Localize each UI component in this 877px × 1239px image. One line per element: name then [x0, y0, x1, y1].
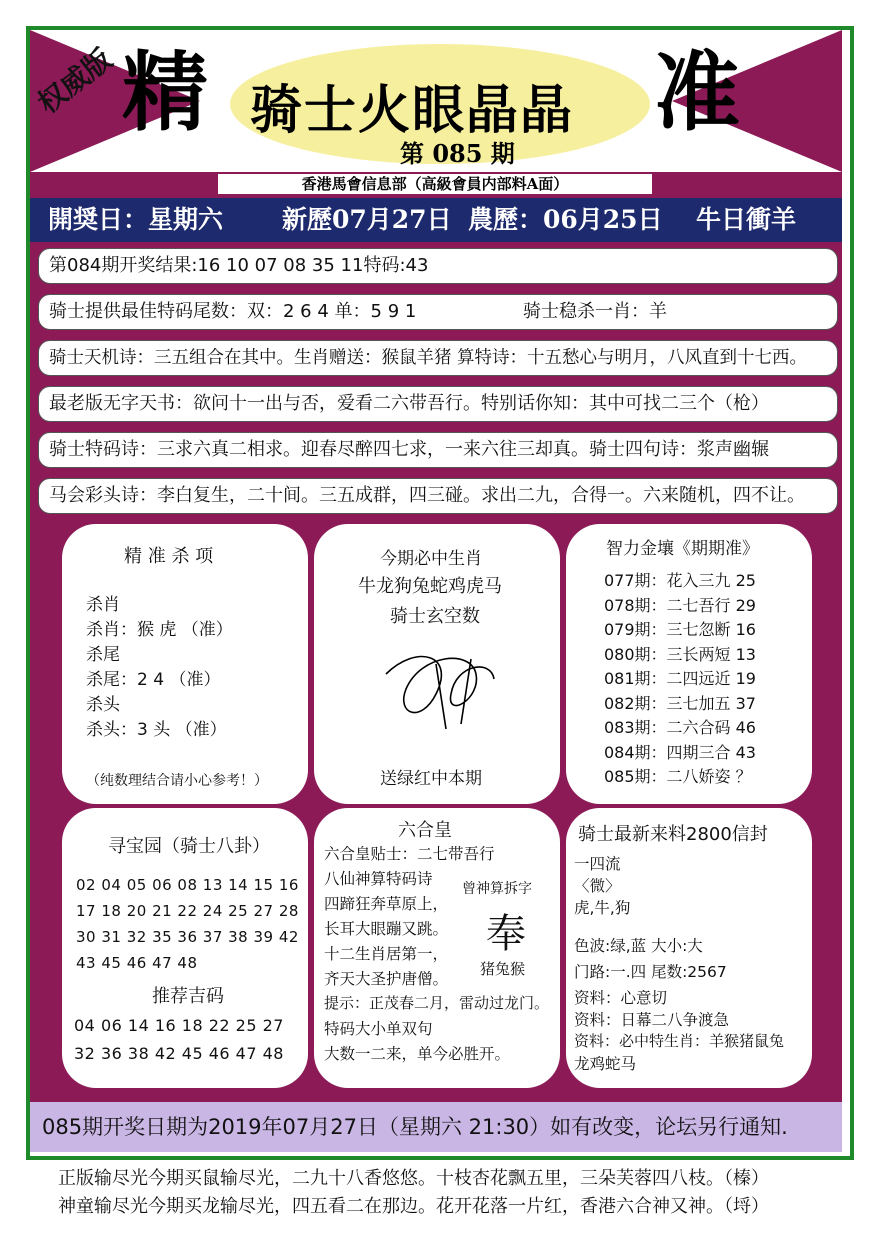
treasure-grid-3: 30 31 32 35 36 37 38 39 42 — [76, 928, 299, 946]
notice-bar: 085期开奖日期为2019年07月27日（星期六 21:30）如有改变，论坛另行通知. — [30, 1102, 842, 1152]
issue-number: 第 085 期 — [400, 139, 515, 168]
liuhe-line-3: 四蹄狂奔草原上， — [324, 895, 449, 913]
kill-line-4: 杀尾：2 4 （准） — [86, 670, 221, 690]
kill-box — [62, 524, 308, 804]
wisdom-box — [566, 524, 812, 804]
wisdom-item: 080期：三长两短 13 — [604, 644, 756, 664]
draw-date-bar — [30, 198, 842, 242]
tail-numbers: 骑士提供最佳特码尾数：双：2 6 4 单：5 9 1 — [49, 301, 417, 322]
header-right-char: 准 — [654, 43, 740, 143]
wisdom-item: 077期：花入三九 25 — [604, 571, 756, 590]
latest-line-7: 资料：日幕二八争渡急 — [574, 1011, 730, 1029]
poem-row-1: 骑士天机诗：三五组合在其中。生肖赠送：猴鼠羊猪 算特诗：十五愁心与明月，八风直到十七西。 — [38, 340, 838, 376]
poem-row-3: 马会彩头诗：李白复生，二十间。三五成群，四三碰。求出二九，合得一。六来随机，四不让。 — [38, 478, 838, 514]
latest-line-3: 虎,牛,狗 — [574, 899, 631, 917]
kill-line-2: 杀肖：猴 虎 （准） — [86, 620, 233, 640]
treasure-title: 寻宝园（骑士八卦） — [108, 836, 270, 857]
poem-row-2: 骑士特码诗：三求六真二相求。迎春尽醉四七求，一来六往三却真。骑士四句诗：浆声幽辗 — [38, 432, 838, 468]
kill-one-zodiac: 骑士稳杀一肖：羊 — [523, 301, 667, 322]
liuhe-line-2: 八仙神算特码诗 — [324, 870, 433, 888]
wisdom-item: 079期：三七忽断 16 — [604, 620, 756, 639]
subtitle-bar: 香港馬會信息部（高級會員内部料A面） — [218, 174, 652, 194]
draw-day: 開奨日：星期六 — [48, 205, 224, 234]
kill-title: 精 准 杀 项 — [124, 546, 214, 567]
lucky-title: 推荐吉码 — [152, 986, 224, 1007]
latest-line-8: 资料：必中特生肖：羊猴猪鼠兔 — [574, 1032, 785, 1050]
liuhe-line-9: 大数一二来，单今必胜开。 — [324, 1045, 511, 1063]
kill-line-6: 杀头：3 头 （准） — [86, 720, 227, 740]
kill-note: （纯数理结合请小心参考！） — [86, 773, 268, 789]
liuhe-line-6: 齐天大圣护唐僧。 — [324, 970, 449, 988]
wisdom-item: 082期：三七加五 37 — [604, 693, 756, 713]
treasure-grid-1: 02 04 05 06 08 13 14 15 16 — [76, 876, 299, 894]
must-sub: 骑士玄空数 — [390, 606, 480, 627]
header-left-char: 精 — [122, 43, 208, 143]
lucky-row-2: 32 36 38 42 45 46 47 48 — [74, 1044, 284, 1063]
footer-poem-1: 正版输尽光今期买鼠输尽光，二九十八香悠悠。十枝杏花飘五里，三朵芙蓉四八枝。（榛） — [58, 1168, 769, 1189]
liuhe-line-5: 十二生肖居第一， — [324, 945, 449, 963]
wisdom-item: 078期：二七吾行 29 — [604, 595, 756, 615]
draw-lunar-calendar: 農歷：06月25日 — [468, 205, 663, 234]
tail-row — [38, 294, 838, 330]
kill-line-3: 杀尾 — [86, 645, 120, 665]
must-win-box — [314, 524, 560, 804]
heaven-book-row: 最老版无字天书：欲问十一出与否，爱看二六带吾行。特别话你知：其中可找二三个（枪） — [38, 386, 838, 422]
latest-line-2: 〈微〉 — [574, 877, 621, 895]
signature-scribble — [376, 634, 506, 734]
treasure-grid-2: 17 18 20 21 22 24 25 27 28 — [76, 902, 299, 920]
liuhe-line-8: 特码大小单双句 — [324, 1020, 433, 1038]
latest-line-9: 龙鸡蛇马 — [574, 1055, 637, 1073]
liuhe-line-4: 长耳大眼蹦又跳。 — [324, 920, 449, 938]
wisdom-item: 085期：二八娇姿 ？ — [604, 767, 752, 786]
latest-line-6: 资料：心意切 — [574, 989, 668, 1007]
footer-poem-2: 神童输尽光今期买龙输尽光，四五看二在那边。花开花落一片红，香港六合神又神。（埒） — [58, 1196, 769, 1217]
latest-box — [566, 808, 812, 1088]
liuhe-line-1: 六合皇贴士：二七带吾行 — [324, 845, 495, 863]
side-title: 曾神算拆字 — [462, 881, 532, 897]
wisdom-title: 智力金壤《期期准》 — [606, 539, 759, 559]
must-title: 今期必中生肖 — [380, 549, 482, 569]
side-char: 奉 — [486, 911, 526, 957]
lucky-row-1: 04 06 14 16 18 22 25 27 — [74, 1016, 284, 1035]
draw-zodiac: 牛日衝羊 — [696, 205, 797, 234]
draw-new-calendar: 新歷07月27日 — [282, 205, 452, 234]
latest-line-1: 一四流 — [574, 855, 621, 873]
must-zodiacs: 牛龙狗兔蛇鸡虎马 — [358, 576, 502, 597]
liuhe-line-7: 提示：正茂春二月，雷动过龙门。 — [324, 994, 550, 1012]
latest-line-4: 色波:绿,蓝 大小:大 — [574, 937, 703, 955]
liuhe-box — [314, 808, 560, 1088]
page-title: 骑士火眼晶晶 — [250, 81, 575, 141]
wisdom-item: 084期：四期三合 43 — [604, 742, 756, 762]
must-bottom: 送绿红中本期 — [380, 769, 482, 789]
authority-badge: 权威版 — [31, 42, 119, 121]
result-row: 第084期开奖结果:16 10 07 08 35 11特码:43 — [38, 248, 838, 284]
wisdom-item: 083期：二六合码 46 — [604, 718, 756, 737]
header — [30, 30, 842, 172]
kill-line-5: 杀头 — [86, 695, 120, 715]
latest-line-5: 门路:一.四 尾数:2567 — [574, 963, 727, 981]
side-zodiac: 猪兔猴 — [480, 960, 526, 978]
treasure-box — [62, 808, 308, 1088]
wisdom-item: 081期：二四远近 19 — [604, 669, 756, 688]
treasure-grid-4: 43 45 46 47 48 — [76, 954, 198, 972]
kill-line-1: 杀肖 — [86, 595, 120, 615]
liuhe-title: 六合皇 — [398, 820, 452, 841]
latest-title: 骑士最新来料2800信封 — [578, 824, 768, 845]
